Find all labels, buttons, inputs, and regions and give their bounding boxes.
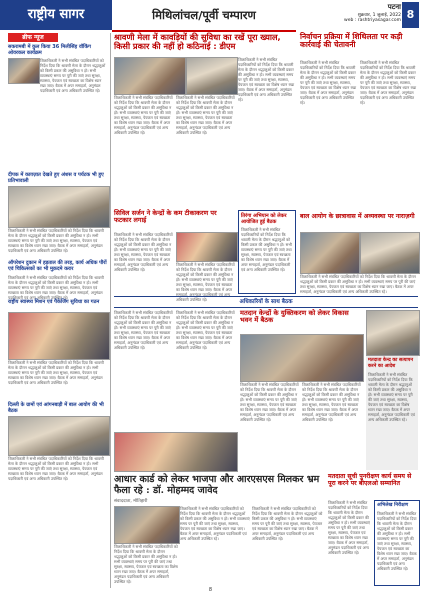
footer-page: 8 bbox=[208, 587, 213, 593]
side-box-1-text: जिलाधिकारी ने सभी संबंधित पदाधिकारियों को निर्देश दिया कि श्रावणी मेला के दौरान श्रद्धालुओं को किसी प्रकार की असुविधा न हो। सभी व्यवस्थाएं समय पर पूरी की जाएं तथा सुरक्षा, स्वास्थ्य, पेयजल एवं स्वच्छता का विशेष ध्यान रखा जाए। बैठक में अपर समाहर्ता, अनुमंडल पदाधिकारी एवं अन्य अधिकारी उपस्थित रहे। bbox=[241, 227, 292, 272]
strip-headline: अधिकारियों के साथ बैठक bbox=[114, 296, 418, 308]
headline-7-text-2: जिलाधिकारी ने सभी संबंधित पदाधिकारियों को निर्देश दिया कि श्रावणी मेला के दौरान श्रद्धालुओं को किसी प्रकार की असुविधा न हो। सभी व्यवस्थाएं समय पर पूरी की जाएं तथा सुरक्षा, स्वास्थ्य, पेयजल एवं स्वच्छता का विशेष ध्यान रखा जाए। बैठक में अपर समाहर्ता, अनुमंडल पदाधिकारी एवं अन्य अधिकारी उपस्थित रहे। bbox=[114, 544, 178, 584]
side-box-2 bbox=[374, 500, 420, 586]
headline-6-photo bbox=[240, 334, 364, 382]
mid-text-1: जिलाधिकारी ने सभी संबंधित पदाधिकारियों को निर्देश दिया कि श्रावणी मेला के दौरान श्रद्धालुओं को किसी प्रकार की असुविधा न हो। सभी व्यवस्थाएं समय पर पूरी की जाएं तथा सुरक्षा, स्वास्थ्य, पेयजल एवं स्वच्छता का विशेष ध्यान रखा जाए। बैठक में अपर समाहर्ता, अनुमंडल पदाधिकारी एवं अन्य अधिकारी उपस्थित रहे। bbox=[114, 310, 173, 350]
left-photo-3 bbox=[8, 312, 110, 360]
mid-text-2: जिलाधिकारी ने सभी संबंधित पदाधिकारियों को निर्देश दिया कि श्रावणी मेला के दौरान श्रद्धालुओं को किसी प्रकार की असुविधा न हो। सभी व्यवस्थाएं समय पर पूरी की जाएं तथा सुरक्षा, स्वास्थ्य, पेयजल एवं स्वच्छता का विशेष ध्यान रखा जाए। बैठक में अपर समाहर्ता, अनुमंडल पदाधिकारी एवं अन्य अधिकारी उपस्थित रहे। bbox=[176, 310, 235, 350]
left-text-2: जिलाधिकारी ने सभी संबंधित पदाधिकारियों को निर्देश दिया कि श्रावणी मेला के दौरान श्रद्धालुओं को किसी प्रकार की असुविधा न हो। सभी व्यवस्थाएं समय पर पूरी की जाएं तथा सुरक्षा, स्वास्थ्य, पेयजल एवं स्वच्छता का विशेष ध्यान रखा जाए। बैठक में अपर समाहर्ता, अनुमंडल पदाधिकारी एवं अन्य अधिकारी उपस्थित रहे। bbox=[8, 228, 104, 253]
lead-photo-2 bbox=[186, 57, 238, 95]
header-meta bbox=[296, 0, 401, 30]
headline-4: बाल आयोग के छात्रावास में अव्यवस्था पर नाराज़गी bbox=[300, 213, 415, 220]
headline-7-text-3: जिलाधिकारी ने सभी संबंधित पदाधिकारियों को निर्देश दिया कि श्रावणी मेला के दौरान श्रद्धालुओं को किसी प्रकार की असुविधा न हो। सभी व्यवस्थाएं समय पर पूरी की जाएं तथा सुरक्षा, स्वास्थ्य, पेयजल एवं स्वच्छता का विशेष ध्यान रखा जाए। बैठक में अपर समाहर्ता, अनुमंडल पदाधिकारी एवं अन्य अधिकारी उपस्थित रहे। bbox=[252, 506, 323, 541]
lead-text-1: जिलाधिकारी ने सभी संबंधित पदाधिकारियों को निर्देश दिया कि श्रावणी मेला के दौरान श्रद्धालुओं को किसी प्रकार की असुविधा न हो। सभी व्यवस्थाएं समय पर पूरी की जाएं तथा सुरक्षा, स्वास्थ्य, पेयजल एवं स्वच्छता का विशेष ध्यान रखा जाए। बैठक में अपर समाहर्ता, अनुमंडल पदाधिकारी एवं अन्य अधिकारी उपस्थित रहे। bbox=[114, 95, 173, 135]
side-box-1-title: तिरंगा अभियान को लेकर आयोजित हुई बैठक bbox=[241, 213, 287, 225]
left-text-5: जिलाधिकारी ने सभी संबंधित पदाधिकारियों को निर्देश दिया कि श्रावणी मेला के दौरान श्रद्धालुओं को किसी प्रकार की असुविधा न हो। सभी व्यवस्थाएं समय पर पूरी की जाएं तथा सुरक्षा, स्वास्थ्य, पेयजल एवं स्वच्छता का विशेष ध्यान रखा जाए। बैठक में अपर समाहर्ता, अनुमंडल पदाधिकारी एवं अन्य अधिकारी उपस्थित रहे। bbox=[8, 456, 104, 481]
headline-7-text-1: जिलाधिकारी ने सभी संबंधित पदाधिकारियों को निर्देश दिया कि श्रावणी मेला के दौरान श्रद्धालुओं को किसी प्रकार की असुविधा न हो। सभी व्यवस्थाएं समय पर पूरी की जाएं तथा सुरक्षा, स्वास्थ्य, पेयजल एवं स्वच्छता का विशेष ध्यान रखा जाए। बैठक में अपर समाहर्ता, अनुमंडल पदाधिकारी एवं अन्य अधिकारी उपस्थित रहे। bbox=[180, 506, 250, 541]
left-photo-4 bbox=[8, 416, 110, 456]
right-box-text: जिलाधिकारी ने सभी संबंधित पदाधिकारियों को निर्देश दिया कि श्रावणी मेला के दौरान श्रद्धालुओं को किसी प्रकार की असुविधा न हो। सभी व्यवस्थाएं समय पर पूरी की जाएं तथा सुरक्षा, स्वास्थ्य, पेयजल एवं स्वच्छता का विशेष ध्यान रखा जाए। बैठक में अपर समाहर्ता, अनुमंडल पदाधिकारी एवं अन्य अधिकारी उपस्थित रहे। bbox=[368, 372, 415, 422]
headline-8: मतदाता सूची पुनरीक्षण कार्य समय से पूरा करने पर बीएलओ सम्मानित bbox=[328, 473, 412, 487]
masthead: राष्ट्रीय सागर bbox=[0, 0, 112, 30]
date: शुक्रवार, 1 जुलाई, 2022 bbox=[357, 13, 401, 18]
city: पटना bbox=[387, 3, 401, 11]
headline-7: आधार कार्ड को लेकर भाजपा और आरएसएस मिलकर भ्रम फैला रहे : डॉ. मोहम्मद जावेद bbox=[114, 474, 320, 496]
headline-7-photo bbox=[114, 506, 180, 544]
left-headline-3: ऑपरेशन दुकान में हड़ताल की तरह, कार्य अधिक पौरों एवं चिकित्सकों का भी मुक़दमे करार bbox=[8, 260, 107, 272]
left-text-3: जिलाधिकारी ने सभी संबंधित पदाधिकारियों को निर्देश दिया कि श्रावणी मेला के दौरान श्रद्धालुओं को किसी प्रकार की असुविधा न हो। सभी व्यवस्थाएं समय पर पूरी की जाएं तथा सुरक्षा, स्वास्थ्य, पेयजल एवं स्वच्छता का विशेष ध्यान रखा जाए। बैठक में अपर समाहर्ता, अनुमंडल पदाधिकारी एवं अन्य अधिकारी उपस्थित रहे। bbox=[8, 275, 104, 300]
headline-6: मतदान केन्द्रों के युक्तिकरण को लेकर विकास भवन में बैठक bbox=[240, 309, 349, 324]
left-text-4: जिलाधिकारी ने सभी संबंधित पदाधिकारियों को निर्देश दिया कि श्रावणी मेला के दौरान श्रद्धालुओं को किसी प्रकार की असुविधा न हो। सभी व्यवस्थाएं समय पर पूरी की जाएं तथा सुरक्षा, स्वास्थ्य, पेयजल एवं स्वच्छता का विशेष ध्यान रखा जाए। बैठक में अपर समाहर्ता, अनुमंडल पदाधिकारी एवं अन्य अधिकारी उपस्थित रहे। bbox=[8, 360, 104, 385]
lead-photo-1 bbox=[114, 57, 186, 95]
left-photo-2 bbox=[8, 186, 110, 228]
section-title: मिथिलांचल/पूर्वी चम्पारण bbox=[112, 0, 296, 32]
left-headline-2: दीपक में काग़ज़ात देखते हुए अंशस व पर्यटक भी हुए प्रतिभावाली bbox=[8, 172, 104, 184]
brief-news-label: ब्रीफ न्यूज bbox=[8, 33, 58, 42]
headline-3-text-1: जिलाधिकारी ने सभी संबंधित पदाधिकारियों को निर्देश दिया कि श्रावणी मेला के दौरान श्रद्धालुओं को किसी प्रकार की असुविधा न हो। सभी व्यवस्थाएं समय पर पूरी की जाएं तथा सुरक्षा, स्वास्थ्य, पेयजल एवं स्वच्छता का विशेष ध्यान रखा जाए। बैठक में अपर समाहर्ता, अनुमंडल पदाधिकारी एवं अन्य अधिकारी उपस्थित रहे। bbox=[114, 232, 173, 272]
divider bbox=[110, 33, 111, 588]
left-headline-1: सकरामबी में कुल किया 36 मिलीसिंह वॉकिंग ओवरकल कार्यक्रम bbox=[8, 44, 91, 56]
headline-4-text: जिलाधिकारी ने सभी संबंधित पदाधिकारियों को निर्देश दिया कि श्रावणी मेला के दौरान श्रद्धालुओं को किसी प्रकार की असुविधा न हो। सभी व्यवस्थाएं समय पर पूरी की जाएं तथा सुरक्षा, स्वास्थ्य, पेयजल एवं स्वच्छता का विशेष ध्यान रखा जाए। बैठक में अपर समाहर्ता, अनुमंडल पदाधिकारी एवं अन्य अधिकारी उपस्थित रहे। bbox=[300, 274, 416, 294]
left-photo-1 bbox=[8, 58, 40, 84]
mid-photo bbox=[114, 432, 238, 472]
headline-4-photo-1 bbox=[300, 232, 360, 274]
headline-3-text-2: जिलाधिकारी ने सभी संबंधित पदाधिकारियों को निर्देश दिया कि श्रावणी मेला के दौरान श्रद्धालुओं को किसी प्रकार की असुविधा न हो। सभी व्यवस्थाएं समय पर पूरी की जाएं तथा सुरक्षा, स्वास्थ्य, पेयजल एवं स्वच्छता का विशेष ध्यान रखा जाए। बैठक में अपर समाहर्ता, अनुमंडल पदाधिकारी एवं अन्य अधिकारी उपस्थित रहे। bbox=[176, 262, 235, 302]
headline-6-text-2: जिलाधिकारी ने सभी संबंधित पदाधिकारियों को निर्देश दिया कि श्रावणी मेला के दौरान श्रद्धालुओं को किसी प्रकार की असुविधा न हो। सभी व्यवस्थाएं समय पर पूरी की जाएं तथा सुरक्षा, स्वास्थ्य, पेयजल एवं स्वच्छता का विशेष ध्यान रखा जाए। बैठक में अपर समाहर्ता, अनुमंडल पदाधिकारी एवं अन्य अधिकारी उपस्थित रहे। bbox=[302, 382, 361, 422]
headline-8-text-1: जिलाधिकारी ने सभी संबंधित पदाधिकारियों को निर्देश दिया कि श्रावणी मेला के दौरान श्रद्धालुओं को किसी प्रकार की असुविधा न हो। सभी व्यवस्थाएं समय पर पूरी की जाएं तथा सुरक्षा, स्वास्थ्य, पेयजल एवं स्वच्छता का विशेष ध्यान रखा जाए। बैठक में अपर समाहर्ता, अनुमंडल पदाधिकारी एवं अन्य अधिकारी उपस्थित रहे। bbox=[328, 500, 370, 555]
right-box-title: मतदाता केन्द्र का सत्यापन करने का आदेश bbox=[368, 358, 414, 369]
lead-headline: श्रावणी मेला में कावड़ियों की सुविधा का रखें पूरा ख्याल, किसी प्रकार की नहीं हो कठिनाई : डीएम bbox=[114, 32, 281, 51]
side-box-2-text: जिलाधिकारी ने सभी संबंधित पदाधिकारियों को निर्देश दिया कि श्रावणी मेला के दौरान श्रद्धालुओं को किसी प्रकार की असुविधा न हो। सभी व्यवस्थाएं समय पर पूरी की जाएं तथा सुरक्षा, स्वास्थ्य, पेयजल एवं स्वच्छता का विशेष ध्यान रखा जाए। बैठक में अपर समाहर्ता, अनुमंडल पदाधिकारी एवं अन्य अधिकारी उपस्थित रहे। bbox=[377, 511, 417, 571]
page-number: 8 bbox=[402, 2, 419, 28]
headline-2-text-1: जिलाधिकारी ने सभी संबंधित पदाधिकारियों को निर्देश दिया कि श्रावणी मेला के दौरान श्रद्धालुओं को किसी प्रकार की असुविधा न हो। सभी व्यवस्थाएं समय पर पूरी की जाएं तथा सुरक्षा, स्वास्थ्य, पेयजल एवं स्वच्छता का विशेष ध्यान रखा जाए। बैठक में अपर समाहर्ता, अनुमंडल पदाधिकारी एवं अन्य अधिकारी उपस्थित रहे। bbox=[300, 60, 357, 105]
headline-6-text-1: जिलाधिकारी ने सभी संबंधित पदाधिकारियों को निर्देश दिया कि श्रावणी मेला के दौरान श्रद्धालुओं को किसी प्रकार की असुविधा न हो। सभी व्यवस्थाएं समय पर पूरी की जाएं तथा सुरक्षा, स्वास्थ्य, पेयजल एवं स्वच्छता का विशेष ध्यान रखा जाए। बैठक में अपर समाहर्ता, अनुमंडल पदाधिकारी एवं अन्य अधिकारी उपस्थित रहे। bbox=[240, 382, 299, 422]
side-box-2-title: अभिलेख निरीक्षण bbox=[377, 503, 409, 508]
website: web : rashtriyasagar.com bbox=[344, 18, 401, 23]
headline-2: निर्वाचन प्रक्रिया में शिथिलता पर कड़ी कार्रवाई की चेतावनी bbox=[300, 32, 403, 49]
headline-4-photo-2 bbox=[360, 232, 420, 274]
lead-text-2: जिलाधिकारी ने सभी संबंधित पदाधिकारियों को निर्देश दिया कि श्रावणी मेला के दौरान श्रद्धालुओं को किसी प्रकार की असुविधा न हो। सभी व्यवस्थाएं समय पर पूरी की जाएं तथा सुरक्षा, स्वास्थ्य, पेयजल एवं स्वच्छता का विशेष ध्यान रखा जाए। बैठक में अपर समाहर्ता, अनुमंडल पदाधिकारी एवं अन्य अधिकारी उपस्थित रहे। bbox=[176, 95, 235, 135]
left-headline-5: दिल्ली के ग्रामों एवं आंगनबाड़ी में बाल आयोग की भी बैठक bbox=[8, 402, 104, 414]
left-headline-4: राष्ट्रीय स्वास्थ्य मिशन एवं पैकेजिंग सुविधा का गठन bbox=[8, 299, 100, 305]
right-box bbox=[366, 356, 418, 470]
right-photo bbox=[366, 310, 420, 356]
left-text-1: जिलाधिकारी ने सभी संबंधित पदाधिकारियों को निर्देश दिया कि श्रावणी मेला के दौरान श्रद्धालुओं को किसी प्रकार की असुविधा न हो। सभी व्यवस्थाएं समय पर पूरी की जाएं तथा सुरक्षा, स्वास्थ्य, पेयजल एवं स्वच्छता का विशेष ध्यान रखा जाए। बैठक में अपर समाहर्ता, अनुमंडल पदाधिकारी एवं अन्य अधिकारी उपस्थित रहे। bbox=[40, 58, 106, 93]
headline-3: सिविल सर्जन ने केन्द्रों के कम टीकाकरण पर फटकार लगाई bbox=[114, 209, 217, 224]
headline-3-photo bbox=[176, 232, 238, 262]
side-box-1 bbox=[238, 210, 296, 294]
headline-2-text-2: जिलाधिकारी ने सभी संबंधित पदाधिकारियों को निर्देश दिया कि श्रावणी मेला के दौरान श्रद्धालुओं को किसी प्रकार की असुविधा न हो। सभी व्यवस्थाएं समय पर पूरी की जाएं तथा सुरक्षा, स्वास्थ्य, पेयजल एवं स्वच्छता का विशेष ध्यान रखा जाए। बैठक में अपर समाहर्ता, अनुमंडल पदाधिकारी एवं अन्य अधिकारी उपस्थित रहे। bbox=[360, 60, 417, 105]
headline-7-sub: संवाददाता, मोतिहारी bbox=[114, 499, 148, 504]
lead-text-3: जिलाधिकारी ने सभी संबंधित पदाधिकारियों को निर्देश दिया कि श्रावणी मेला के दौरान श्रद्धालुओं को किसी प्रकार की असुविधा न हो। सभी व्यवस्थाएं समय पर पूरी की जाएं तथा सुरक्षा, स्वास्थ्य, पेयजल एवं स्वच्छता का विशेष ध्यान रखा जाए। बैठक में अपर समाहर्ता, अनुमंडल पदाधिकारी एवं अन्य अधिकारी उपस्थित रहे। bbox=[238, 57, 295, 102]
